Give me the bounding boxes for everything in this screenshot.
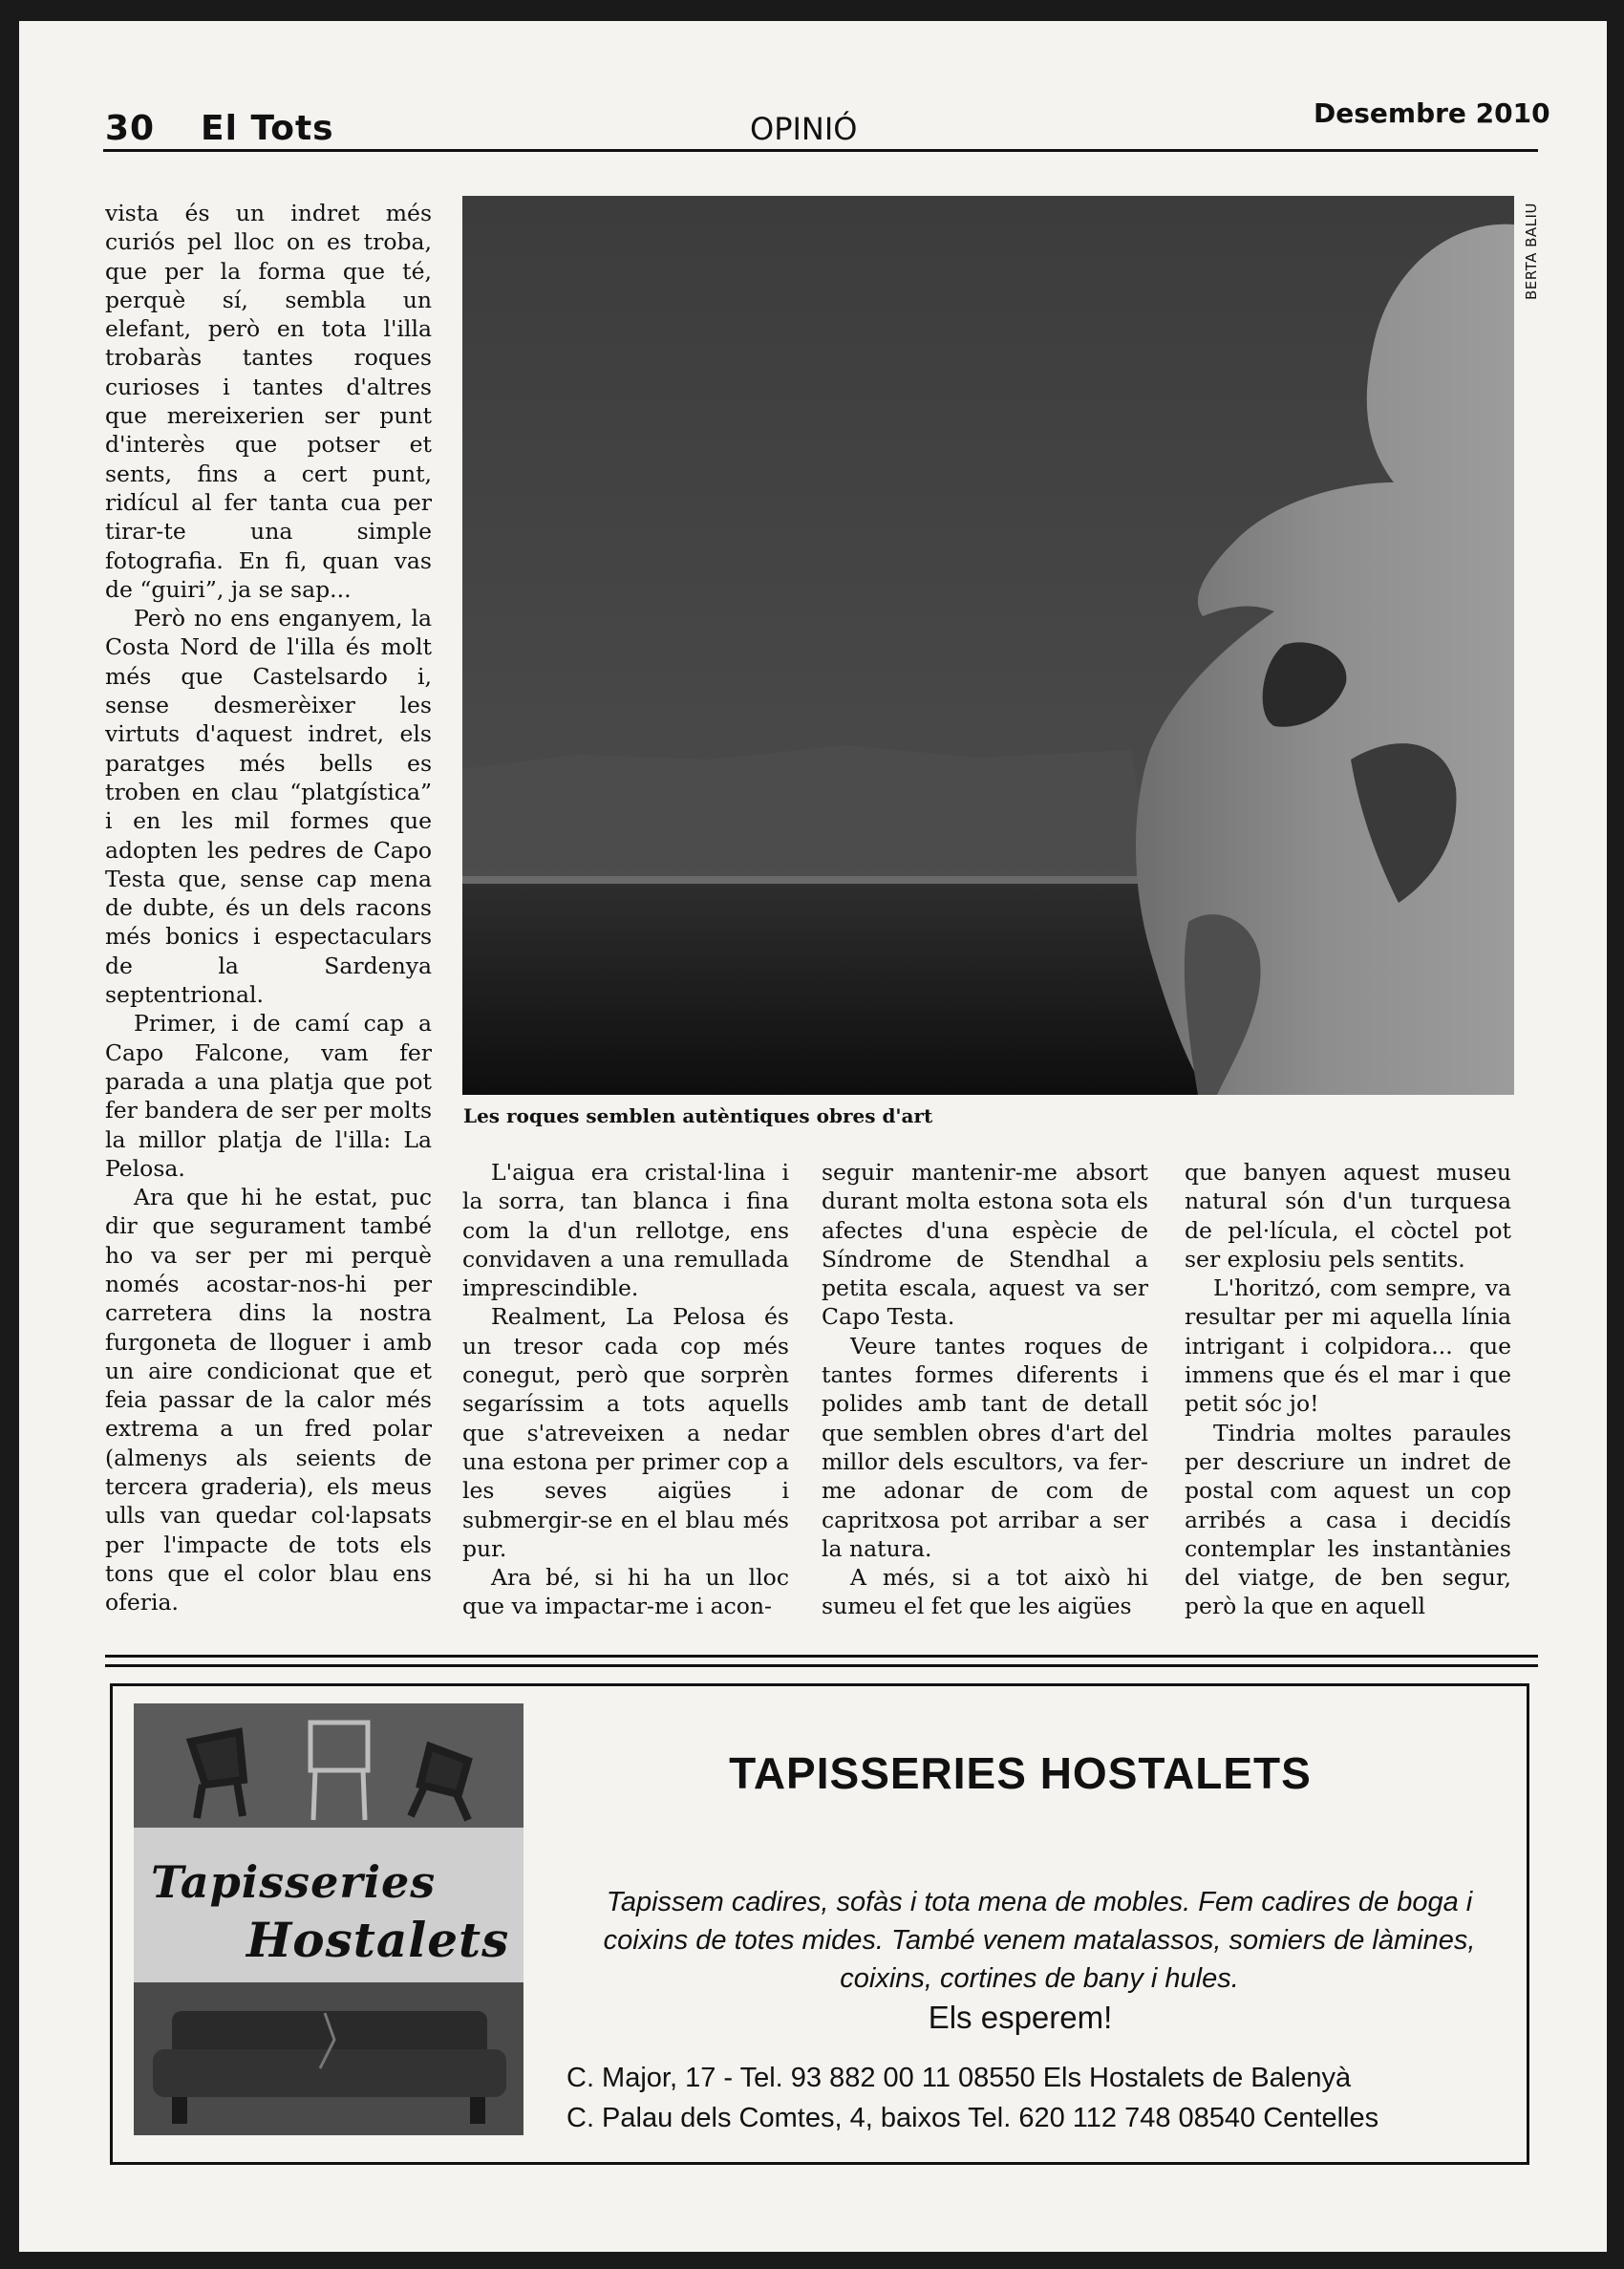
sofa-icon (134, 1982, 524, 2135)
photo-caption: Les roques semblen autèntiques obres d'art (463, 1104, 933, 1127)
paragraph: Realment, La Pelosa és un tresor cada cop més conegut, però que sorprèn segaríssim a tots aquells que s'atreveixen a nedar una estona per primer cop a les seves aigües i submergir-se en el blau més pur. (462, 1303, 789, 1562)
section-divider (105, 1655, 1538, 1658)
chairs-photo (134, 1703, 524, 1828)
paragraph: Ara que hi he estat, puc dir que segurament també ho va ser per mi perquè només acostar-nos-hi per carretera dins la nostra furgoneta de lloguer i amb un aire condicionat que et feia passar de la calor més extrema a un fred polar (almenys als seients de tercera graderia), els meus ulls van quedar col·lapsats per l'impacte de tots els tons que el color blau ens oferia. (105, 1184, 432, 1616)
paragraph: Però no ens enganyem, la Costa Nord de l'illa és molt més que Castelsardo i, sense desmerèixer les virtuts d'aquest indret, els paratges més bells es troben en clau “platgística” i en les mil formes que adopten les pedres de Capo Testa que, sense cap mena de dubte, és un dels racons més bonics i espectaculars de la Sardenya septentrional. (105, 605, 432, 1009)
article-column-4 (1185, 1158, 1511, 1655)
chair-icon (134, 1703, 524, 1828)
article-column-3 (822, 1158, 1148, 1655)
paragraph: seguir mantenir-me absort durant molta estona sota els afectes d'una espècie de Síndrome de Stendhal a petita escala, aquest va ser Capo Testa. (822, 1159, 1148, 1331)
section-title: OPINIÓ (750, 111, 858, 147)
ad-logo-text: Hostalets (246, 1912, 510, 1968)
advertisement (110, 1683, 1529, 2165)
paragraph: Tindria moltes paraules per descriure un indret de postal com aquest un cop arribés a casa i decidís contemplar les instantànies del viatge, de ben segur, però la que en aquell (1185, 1419, 1511, 1620)
section-divider (105, 1664, 1538, 1667)
sofa-photo (134, 1982, 524, 2135)
paragraph: L'aigua era cristal·lina i la sorra, tan blanca i fina com la d'un rellotge, ens convidaven a una remullada imprescindible. (462, 1159, 789, 1302)
issue-date: Desembre 2010 (1314, 97, 1550, 129)
ad-address: C. Major, 17 - Tel. 93 882 00 11 08550 Els Hostalets de Balenyà (566, 2063, 1352, 2093)
article-photo (462, 196, 1514, 1095)
ad-address: C. Palau dels Comtes, 4, baixos Tel. 620 112 748 08540 Centelles (566, 2103, 1379, 2133)
photo-credit: BERTA BALIU (1523, 203, 1540, 300)
article-column-2 (462, 1158, 789, 1655)
ad-logo-image (134, 1703, 524, 2135)
header-rule (103, 149, 1538, 152)
magazine-page (19, 21, 1607, 2252)
paragraph: Ara bé, si hi ha un lloc que va impactar-me i acon- (462, 1564, 789, 1620)
ad-call-to-action: Els esperem! (928, 2000, 1113, 2035)
ad-logo-text: Tapisseries (151, 1856, 437, 1908)
article-column-1 (105, 199, 432, 1651)
ad-title: TAPISSERIES HOSTALETS (729, 1748, 1312, 1798)
paragraph: Veure tantes roques de tantes formes diferents i polides amb tant de detall que semblen obres d'art del millor dels escultors, va fer-me adonar de com de capritxosa pot arribar a ser la natura. (822, 1332, 1148, 1562)
paragraph: A més, si a tot això hi sumeu el fet que les aigües (822, 1564, 1148, 1620)
page-number: 30 (105, 109, 156, 148)
paragraph: L'horitzó, com sempre, va resultar per mi aquella línia intrigant i colpidora... que immens que és el mar i que petit sóc jo! (1185, 1274, 1511, 1418)
ad-description: Tapissem cadires, sofàs i tota mena de mobles. Fem cadires de boga i coixins de totes mides. També venem matalassos, somiers de làmines, coixins, cortines de bany i hules. (603, 1887, 1476, 1994)
magazine-title: El Tots (201, 109, 334, 148)
paragraph: vista és un indret més curiós pel lloc on es troba, que per la forma que té, perquè sí, sembla un elefant, però en tota l'illa trobaràs tantes roques curioses i tantes d'altres que mereixerien ser punt d'interès que potser et sents, fins a cert punt, ridícul al fer tanta cua per tirar-te una simple fotografia. En fi, quan vas de “guiri”, ja se sap... (105, 200, 432, 603)
paragraph: Primer, i de camí cap a Capo Falcone, vam fer parada a una platja que pot fer bandera de ser per molts la millor platja de l'illa: La Pelosa. (105, 1010, 432, 1182)
paragraph: que banyen aquest museu natural són d'un turquesa de pel·lícula, el còctel pot ser explosiu pels sentits. (1185, 1159, 1511, 1273)
rock-sea-photo (462, 196, 1514, 1095)
